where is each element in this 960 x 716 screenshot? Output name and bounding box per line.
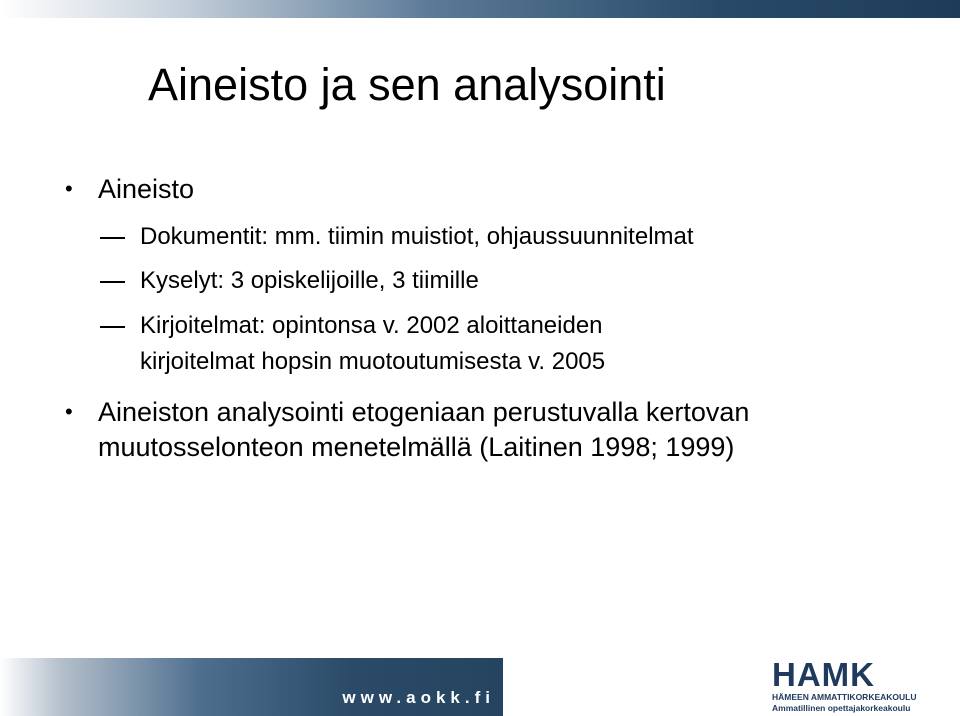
logo-subtitle-2: Ammatillinen opettajakorkeakoulu — [772, 703, 911, 713]
logo-subtitle: HÄMEEN AMMATTIKORKEAKOULU — [772, 692, 917, 702]
bullet-analysointi — [65, 395, 750, 429]
bullet-text: Aineisto — [98, 174, 195, 204]
sub-bullet-text: Kyselyt: 3 opiskelijoille, 3 tiimille — [140, 267, 479, 294]
sub-bullet-text: kirjoitelmat hopsin muotoutumisesta v. 2005 — [140, 348, 606, 375]
bullet-analysointi-cont — [98, 430, 734, 464]
dash-icon — [100, 281, 125, 283]
logo-wordmark: HAMK — [772, 656, 875, 693]
bullet-text: muutosselonteon menetelmällä (Laitinen 1998; 1999) — [98, 432, 735, 462]
bottom-banner — [0, 658, 503, 716]
slide-title: Aineisto ja sen analysointi — [148, 59, 666, 110]
bullet-aineisto — [65, 172, 195, 206]
dash-icon — [100, 237, 125, 239]
bullet-dot-icon: • — [65, 399, 73, 424]
bullet-text: Aineiston analysointi etogeniaan perustuvalla kertovan — [98, 397, 750, 427]
sub-bullet-dokumentit — [140, 222, 694, 252]
sub-bullet-text: Dokumentit: mm. tiimin muistiot, ohjaussuunnitelmat — [140, 223, 694, 250]
sub-bullet-kirjoitelmat-cont — [140, 347, 605, 377]
sub-bullet-text: Kirjoitelmat: opintonsa v. 2002 aloittaneiden — [140, 312, 603, 339]
website-link[interactable]: www.aokk.fi — [342, 688, 495, 707]
sub-bullet-kirjoitelmat — [140, 311, 603, 341]
hamk-logo — [772, 658, 952, 712]
bullet-dot-icon: • — [65, 176, 73, 201]
dash-icon — [100, 326, 125, 328]
sub-bullet-kyselyt — [140, 266, 479, 296]
top-banner — [0, 0, 960, 18]
